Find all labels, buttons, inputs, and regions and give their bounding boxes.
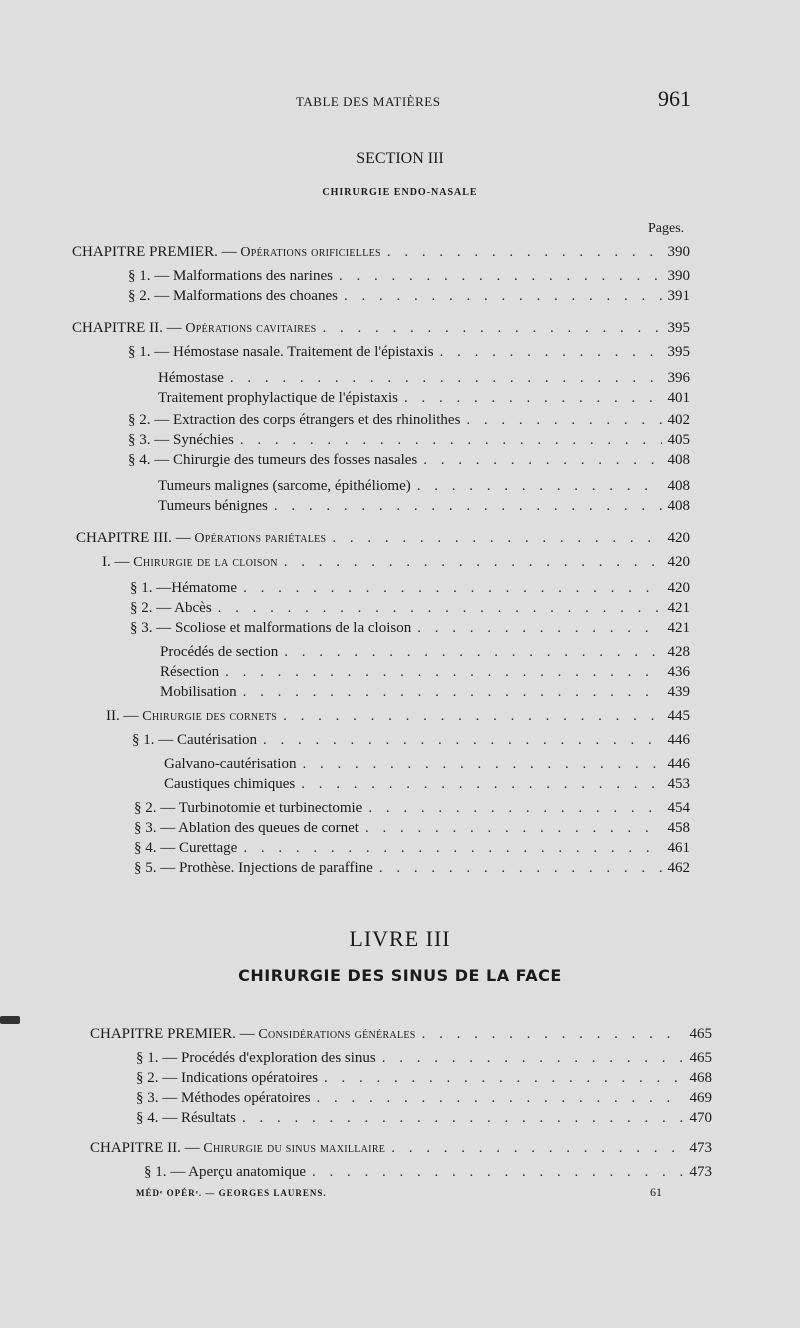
toc-entry-text: § 1. — Procédés d'exploration des sinus bbox=[136, 1050, 376, 1066]
toc-entry bbox=[128, 344, 690, 364]
toc-entry-label bbox=[136, 1050, 376, 1067]
toc-entry-page: 408 bbox=[667, 452, 690, 468]
dot-leader bbox=[344, 288, 662, 305]
dot-leader bbox=[225, 664, 661, 681]
dot-leader bbox=[243, 684, 662, 701]
toc-entry-text: § 2. — Abcès bbox=[130, 600, 212, 616]
toc-entry-text: CHAPITRE II. — bbox=[90, 1140, 204, 1156]
toc-entry-page: 421 bbox=[667, 620, 690, 636]
toc-entry bbox=[130, 620, 690, 640]
toc-entry-label bbox=[128, 432, 234, 449]
toc-entry-label bbox=[130, 600, 212, 617]
toc-entry bbox=[144, 1164, 712, 1184]
dot-leader bbox=[391, 1140, 683, 1157]
dot-leader bbox=[404, 390, 661, 407]
toc-entry-label bbox=[158, 390, 398, 407]
toc-entry bbox=[72, 320, 690, 340]
toc-entry-page: 421 bbox=[667, 600, 690, 616]
dot-leader bbox=[242, 1110, 684, 1127]
toc-entry-label bbox=[136, 1070, 318, 1087]
toc-entry-text: CHAPITRE II. — bbox=[72, 320, 186, 336]
toc-entry bbox=[134, 800, 690, 820]
toc-entry-page: 401 bbox=[667, 390, 690, 406]
toc-entry bbox=[136, 1090, 712, 1110]
toc-entry-text: § 2. — Turbinotomie et turbinectomie bbox=[134, 800, 363, 816]
toc-entry bbox=[76, 530, 690, 550]
toc-entry-label bbox=[128, 412, 460, 429]
toc-entry-page: 395 bbox=[667, 344, 690, 360]
dot-leader bbox=[302, 756, 661, 773]
dot-leader bbox=[243, 580, 661, 597]
toc-entry bbox=[158, 390, 690, 410]
toc-entry-text: § 5. — Prothèse. Injections de paraffine bbox=[134, 860, 373, 876]
toc-entry-page: 420 bbox=[667, 530, 690, 546]
toc-entry-text: § 1. — Hémostase nasale. Traitement de l'épistaxis bbox=[128, 344, 434, 360]
toc-entry-page: 390 bbox=[667, 244, 690, 260]
page-edge-mark bbox=[0, 1016, 20, 1024]
toc-entry-page: 390 bbox=[667, 268, 690, 284]
toc-entry bbox=[128, 432, 690, 452]
dot-leader bbox=[218, 600, 662, 617]
toc-entry-page: 395 bbox=[667, 320, 690, 336]
toc-entry-page: 396 bbox=[667, 370, 690, 386]
toc-entry-page: 439 bbox=[667, 684, 690, 700]
toc-entry bbox=[128, 268, 690, 288]
toc-entry bbox=[134, 820, 690, 840]
toc-entry-page: 408 bbox=[667, 498, 690, 514]
toc-entry bbox=[136, 1110, 712, 1130]
toc-entry-page: 473 bbox=[689, 1164, 712, 1180]
toc-entry-label bbox=[158, 478, 411, 495]
toc-entry-smallcaps: Opérations cavitaires bbox=[185, 321, 317, 336]
toc-entry-label bbox=[90, 1026, 416, 1043]
toc-entry-text: § 4. — Chirurgie des tumeurs des fosses nasales bbox=[128, 452, 418, 468]
toc-entry-page: 465 bbox=[689, 1026, 712, 1042]
toc-entry-label bbox=[160, 644, 278, 661]
dot-leader bbox=[230, 370, 662, 387]
dot-leader bbox=[339, 268, 662, 285]
running-title: TABLE DES MATIÈRES bbox=[296, 94, 441, 109]
dot-leader bbox=[323, 320, 662, 337]
dot-leader bbox=[382, 1050, 684, 1067]
dot-leader bbox=[274, 498, 662, 515]
toc-entry bbox=[164, 756, 690, 776]
toc-entry-label bbox=[136, 1090, 311, 1107]
toc-entry-text: Tumeurs malignes (sarcome, épithéliome) bbox=[158, 478, 411, 494]
dot-leader bbox=[379, 860, 662, 877]
footer-signature: MÉDᵉ OPÉRᵉ. — GEORGES LAURENS. bbox=[136, 1188, 327, 1198]
toc-entry bbox=[164, 776, 690, 796]
toc-entry bbox=[136, 1070, 712, 1090]
toc-entry-text: Galvano-cautérisation bbox=[164, 756, 297, 772]
toc-entry-smallcaps: Considérations générales bbox=[258, 1027, 416, 1042]
toc-entry-text: CHAPITRE PREMIER. — bbox=[72, 244, 241, 260]
dot-leader bbox=[284, 644, 661, 661]
toc-entry-page: 405 bbox=[667, 432, 690, 448]
toc-entry-page: 462 bbox=[667, 860, 690, 876]
toc-entry-text: Hémostase bbox=[158, 370, 224, 386]
toc-entry bbox=[160, 664, 690, 684]
toc-entry-text: Caustiques chimiques bbox=[164, 776, 296, 792]
toc-entry-label bbox=[72, 244, 381, 261]
toc-entry bbox=[134, 860, 690, 880]
toc-entry bbox=[106, 708, 690, 728]
toc-entry-page: 420 bbox=[667, 554, 690, 570]
dot-leader bbox=[422, 1026, 684, 1043]
toc-entry-label bbox=[72, 320, 317, 337]
toc-entry-label bbox=[128, 344, 434, 361]
toc-entry-label bbox=[160, 664, 219, 681]
toc-entry-text: § 3. — Synéchies bbox=[128, 432, 234, 448]
toc-entry-text: § 3. — Ablation des queues de cornet bbox=[134, 820, 359, 836]
dot-leader bbox=[332, 530, 661, 547]
toc-entry-text: Mobilisation bbox=[160, 684, 237, 700]
dot-leader bbox=[440, 344, 662, 361]
toc-entry-text: CHAPITRE PREMIER. — bbox=[90, 1026, 259, 1042]
toc-entry-label bbox=[158, 498, 268, 515]
toc-entry-label bbox=[134, 860, 373, 877]
dot-leader bbox=[387, 244, 662, 261]
toc-entry-text: § 2. — Malformations des choanes bbox=[128, 288, 338, 304]
toc-entry-smallcaps: Chirurgie des cornets bbox=[142, 709, 278, 724]
toc-entry bbox=[90, 1140, 712, 1160]
toc-entry bbox=[130, 600, 690, 620]
toc-entry-label bbox=[158, 370, 224, 387]
toc-entry-text: § 3. — Scoliose et malformations de la cloison bbox=[130, 620, 412, 636]
toc-entry bbox=[128, 288, 690, 308]
toc-entry bbox=[158, 478, 690, 498]
toc-entry-page: 461 bbox=[667, 840, 690, 856]
toc-entry bbox=[132, 732, 690, 752]
toc-entry-label bbox=[160, 684, 237, 701]
dot-leader bbox=[368, 800, 661, 817]
toc-entry bbox=[128, 452, 690, 472]
livre-subtitle: CHIRURGIE DES SINUS DE LA FACE bbox=[238, 966, 562, 985]
toc-entry-smallcaps: Chirurgie du sinus maxillaire bbox=[203, 1141, 386, 1156]
toc-entry-page: 454 bbox=[667, 800, 690, 816]
toc-entry-text: § 1. — Cautérisation bbox=[132, 732, 257, 748]
toc-entry-text: Traitement prophylactique de l'épistaxis bbox=[158, 390, 399, 406]
toc-entry-label bbox=[144, 1164, 306, 1181]
toc-entry-text: § 3. — Méthodes opératoires bbox=[136, 1090, 311, 1106]
dot-leader bbox=[240, 432, 662, 449]
toc-entry bbox=[136, 1050, 712, 1070]
toc-entry-text: Résection bbox=[160, 664, 220, 680]
toc-entry-label bbox=[90, 1140, 385, 1157]
toc-entry-text: Procédés de section bbox=[160, 644, 279, 660]
toc-entry bbox=[72, 244, 690, 264]
toc-entry-page: 446 bbox=[667, 732, 690, 748]
footer-sheet-number: 61 bbox=[650, 1185, 662, 1199]
dot-leader bbox=[423, 452, 661, 469]
toc-entry-label bbox=[76, 530, 326, 547]
livre-title: LIVRE III bbox=[349, 926, 451, 951]
toc-entry-text: I. — bbox=[102, 554, 134, 570]
toc-entry-text: § 4. — Curettage bbox=[134, 840, 238, 856]
section-subtitle: CHIRURGIE ENDO-NASALE bbox=[322, 187, 478, 198]
toc-entry-page: 465 bbox=[689, 1050, 712, 1066]
toc-entry-page: 453 bbox=[667, 776, 690, 792]
toc-entry-page: 470 bbox=[689, 1110, 712, 1126]
toc-entry bbox=[134, 840, 690, 860]
toc-entry-label bbox=[106, 708, 277, 725]
dot-leader bbox=[317, 1090, 684, 1107]
dot-leader bbox=[365, 820, 662, 837]
dot-leader bbox=[301, 776, 661, 793]
toc-entry-page: 473 bbox=[689, 1140, 712, 1156]
toc-entry-label bbox=[128, 288, 338, 305]
toc-entry bbox=[158, 370, 690, 390]
toc-entry-text: II. — bbox=[106, 708, 143, 724]
toc-entry-page: 428 bbox=[667, 644, 690, 660]
toc-entry-page: 420 bbox=[667, 580, 690, 596]
dot-leader bbox=[312, 1164, 683, 1181]
dot-leader bbox=[243, 840, 661, 857]
toc-entry-page: 402 bbox=[667, 412, 690, 428]
toc-entry-smallcaps: Opérations pariétales bbox=[194, 531, 327, 546]
toc-entry-label bbox=[134, 800, 362, 817]
toc-entry-page: 391 bbox=[667, 288, 690, 304]
toc-entry bbox=[130, 580, 690, 600]
pages-label: Pages. bbox=[648, 221, 685, 236]
toc-entry-smallcaps: Opérations orificielles bbox=[240, 245, 381, 260]
toc-entry-page: 446 bbox=[667, 756, 690, 772]
dot-leader bbox=[263, 732, 662, 749]
toc-entry-label bbox=[130, 580, 237, 597]
toc-entry bbox=[160, 684, 690, 704]
toc-entry-text: § 2. — Indications opératoires bbox=[136, 1070, 319, 1086]
toc-entry bbox=[102, 554, 690, 574]
toc-entry-label bbox=[134, 840, 237, 857]
toc-entry-page: 468 bbox=[689, 1070, 712, 1086]
toc-entry bbox=[160, 644, 690, 664]
toc-entry-label bbox=[134, 820, 359, 837]
section-title: SECTION III bbox=[356, 150, 444, 167]
toc-entry-page: 408 bbox=[667, 478, 690, 494]
toc-entry-text: CHAPITRE III. — bbox=[76, 530, 195, 546]
toc-entry-text: § 4. — Résultats bbox=[136, 1110, 236, 1126]
page-number: 961 bbox=[658, 86, 691, 111]
toc-entry-label bbox=[132, 732, 257, 749]
dot-leader bbox=[417, 620, 661, 637]
toc-entry-text: § 1. —Hématome bbox=[130, 580, 238, 596]
toc-entry bbox=[158, 498, 690, 518]
toc-entry-label bbox=[102, 554, 278, 571]
toc-entry-page: 445 bbox=[667, 708, 690, 724]
toc-entry-smallcaps: Chirurgie de la cloison bbox=[133, 555, 278, 570]
dot-leader bbox=[324, 1070, 683, 1087]
toc-entry-label bbox=[164, 776, 295, 793]
toc-entry-label bbox=[136, 1110, 236, 1127]
toc-entry-text: § 1. — Malformations des narines bbox=[128, 268, 333, 284]
toc-entry-label bbox=[128, 452, 417, 469]
toc-entry-text: Tumeurs bénignes bbox=[158, 498, 268, 514]
toc-entry-page: 458 bbox=[667, 820, 690, 836]
toc-entry-label bbox=[128, 268, 333, 285]
toc-entry-page: 469 bbox=[689, 1090, 712, 1106]
toc-entry bbox=[90, 1026, 712, 1046]
dot-leader bbox=[417, 478, 662, 495]
toc-entry-text: § 1. — Aperçu anatomique bbox=[144, 1164, 307, 1180]
toc-entry-label bbox=[164, 756, 296, 773]
toc-entry-label bbox=[130, 620, 411, 637]
dot-leader bbox=[284, 554, 662, 571]
dot-leader bbox=[283, 708, 661, 725]
dot-leader bbox=[466, 412, 661, 429]
toc-entry bbox=[128, 412, 690, 432]
toc-entry-page: 436 bbox=[667, 664, 690, 680]
toc-entry-text: § 2. — Extraction des corps étrangers et des rhinolithes bbox=[128, 412, 461, 428]
